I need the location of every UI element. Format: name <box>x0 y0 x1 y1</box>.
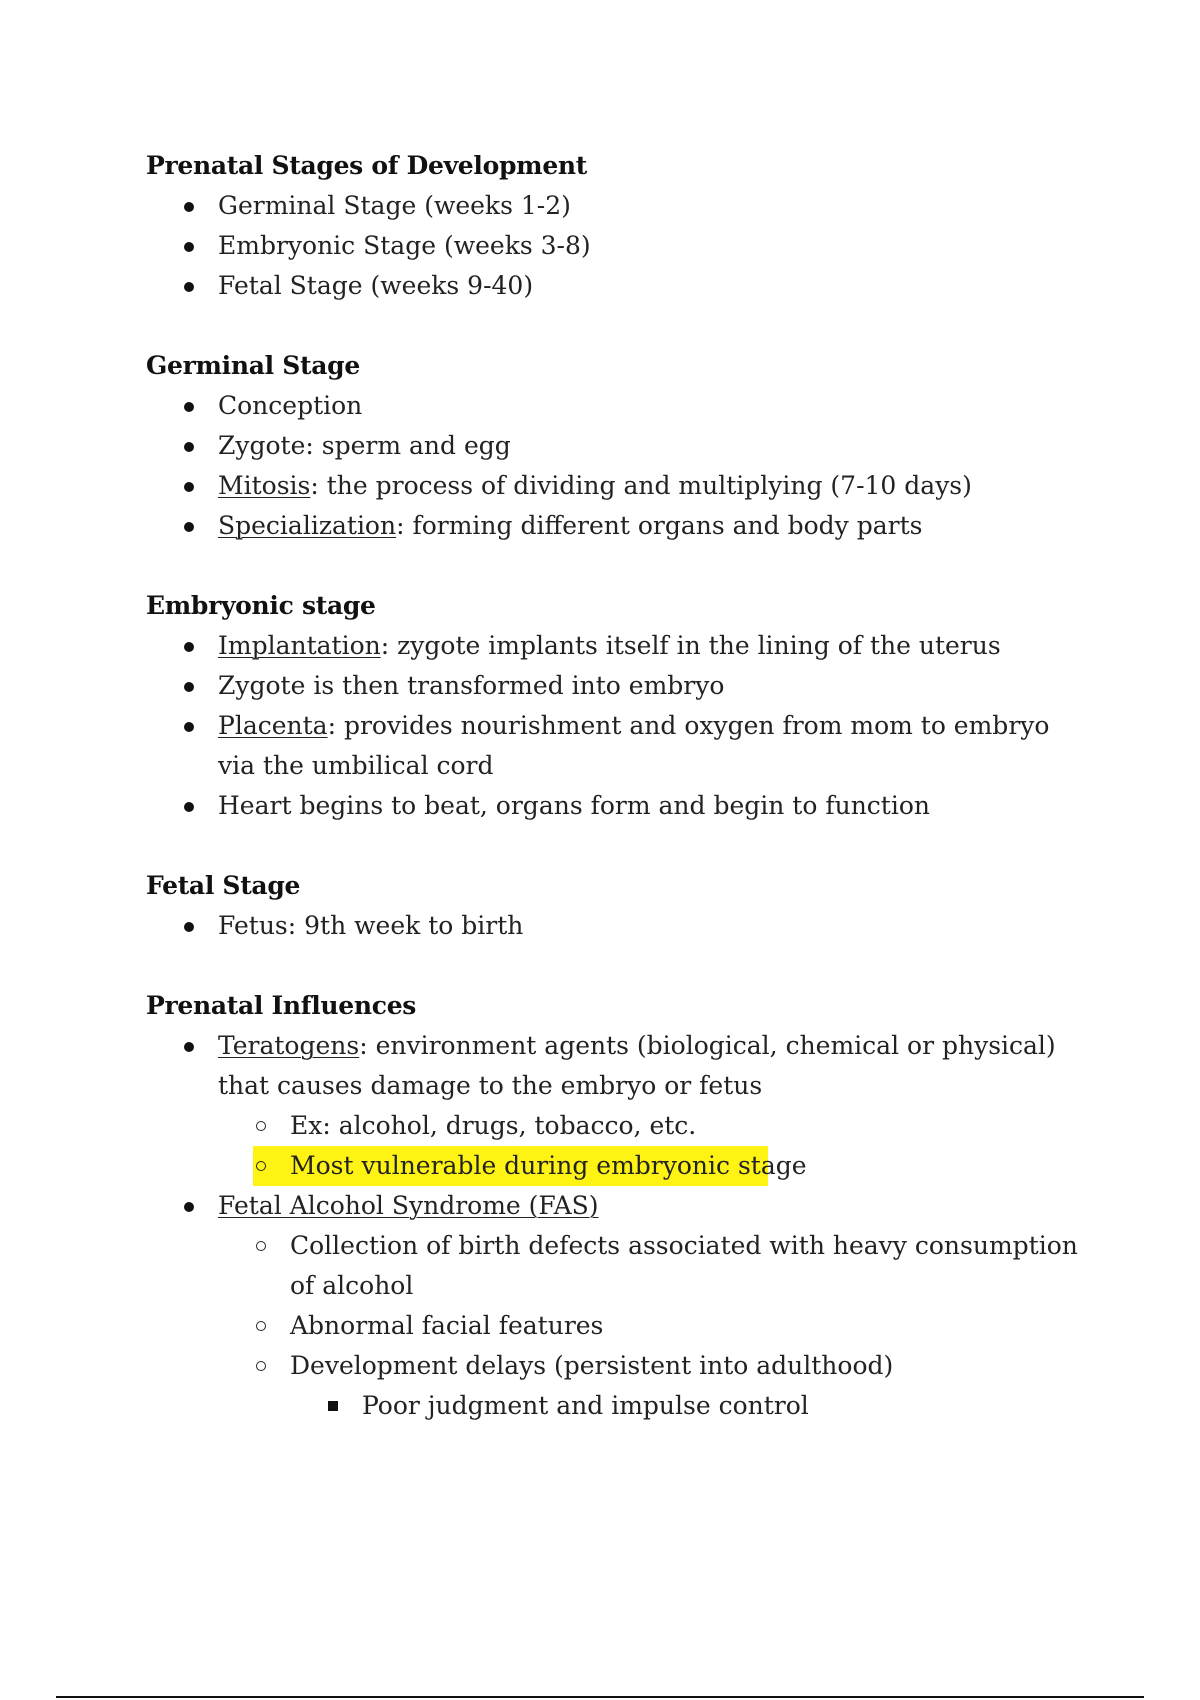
list-item: Placenta: provides nourishment and oxygen from mom to embryo via the umbilical cord <box>146 706 1086 786</box>
sub-sub-bullet-list <box>290 1386 1086 1426</box>
list-item: Teratogens: environment agents (biological, chemical or physical) that causes damage to the embryo or fetus Ex: alcohol, drugs, tobacco, etc. Most vulnerable during embryonic stage <box>146 1026 1086 1186</box>
term-specialization: Specialization <box>218 511 397 540</box>
term-placenta: Placenta <box>218 711 328 740</box>
term-fas: Fetal Alcohol Syndrome (FAS) <box>218 1191 599 1220</box>
page-divider <box>56 1696 1144 1698</box>
section-prenatal-influences <box>146 986 1086 1426</box>
bullet-list <box>146 386 1086 546</box>
section-heading: Germinal Stage <box>146 351 360 380</box>
list-item: Development delays (persistent into adulthood) Poor judgment and impulse control <box>218 1346 1086 1426</box>
section-prenatal-stages <box>146 146 1086 306</box>
section-heading: Fetal Stage <box>146 871 301 900</box>
section-fetal-stage <box>146 866 1086 946</box>
list-item <box>146 1186 1086 1426</box>
list-item: Fetus: 9th week to birth <box>146 906 1086 946</box>
list-item: Conception <box>146 386 1086 426</box>
section-germinal-stage <box>146 346 1086 546</box>
document-page <box>146 146 1086 1466</box>
highlighted-list-item: Most vulnerable during embryonic stage <box>218 1146 1086 1186</box>
list-item: Poor judgment and impulse control <box>290 1386 1086 1426</box>
list-item: Mitosis: the process of dividing and multiplying (7-10 days) <box>146 466 1086 506</box>
list-item: Embryonic Stage (weeks 3-8) <box>146 226 1086 266</box>
list-item: Germinal Stage (weeks 1-2) <box>146 186 1086 226</box>
bullet-list <box>146 906 1086 946</box>
list-item: Zygote: sperm and egg <box>146 426 1086 466</box>
term-mitosis: Mitosis <box>218 471 311 500</box>
bullet-list <box>146 626 1086 826</box>
list-item: Heart begins to beat, organs form and begin to function <box>146 786 1086 826</box>
term-implantation: Implantation <box>218 631 381 660</box>
sub-bullet-list <box>218 1226 1086 1426</box>
list-item: Specialization: forming different organs and body parts <box>146 506 1086 546</box>
sub-bullet-list <box>218 1106 1086 1186</box>
list-item: Abnormal facial features <box>218 1306 1086 1346</box>
section-heading: Embryonic stage <box>146 591 376 620</box>
section-heading: Prenatal Stages of Development <box>146 151 588 180</box>
bullet-list <box>146 186 1086 306</box>
term-teratogens: Teratogens <box>218 1031 360 1060</box>
list-item: Implantation: zygote implants itself in the lining of the uterus <box>146 626 1086 666</box>
section-heading: Prenatal Influences <box>146 991 417 1020</box>
list-item: Collection of birth defects associated with heavy consumption of alcohol <box>218 1226 1086 1306</box>
list-item: Zygote is then transformed into embryo <box>146 666 1086 706</box>
section-embryonic-stage <box>146 586 1086 826</box>
bullet-list <box>146 1026 1086 1426</box>
list-item: Fetal Stage (weeks 9-40) <box>146 266 1086 306</box>
list-item: Ex: alcohol, drugs, tobacco, etc. <box>218 1106 1086 1146</box>
